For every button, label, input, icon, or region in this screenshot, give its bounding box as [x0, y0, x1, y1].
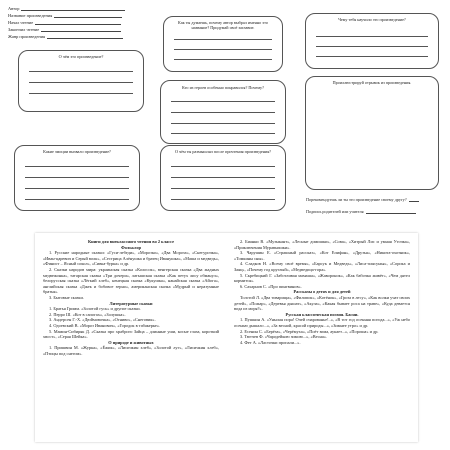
- answer-line[interactable]: [54, 17, 122, 18]
- answer-line[interactable]: [29, 93, 133, 94]
- question-heroes: Кто из героев особенно понравился? Почему?: [182, 85, 264, 90]
- question-illustration: Проиллюстрируй отрывок из произведения.: [332, 80, 412, 85]
- answer-line[interactable]: [316, 46, 428, 47]
- section-heading: Литературные сказки: [109, 300, 153, 306]
- box-about: [18, 50, 144, 112]
- list-entry: Толстой Л. «Два товарища», «Филипок», «Котёнок», «Гроза в лесу», «Как волки учат своих детей», «Пожар», «Деревья дышат», «Акула», «Какая бывает роса на траве», «Куда девается вода из моря?».: [234, 294, 410, 312]
- answer-line[interactable]: [25, 199, 129, 200]
- booklist-panel: [35, 233, 418, 442]
- field-label: Название произведения: [8, 13, 53, 18]
- field-label: Автор: [8, 6, 20, 11]
- section-heading: Русская классическая поэзия. Басни.: [285, 311, 359, 317]
- field-author: [8, 6, 125, 11]
- box-feelings: [14, 145, 140, 211]
- list-entry: 3. Чарушин Е. «Страшный рассказ», «Кот Епифан», «Друзья», «Никита-охотник», «Томкины сны».: [234, 250, 410, 261]
- question-title-why: Как ты думаешь, почему автор выбрал именно это название? Придумай своё заглавие.: [178, 20, 268, 30]
- answer-line[interactable]: [316, 36, 428, 37]
- answer-line[interactable]: [316, 56, 428, 57]
- answer-line[interactable]: [174, 49, 272, 50]
- list-entry: 3. Андерсен Г.-Х. «Дюймовочка», «Огниво», «Снеговик».: [49, 317, 156, 323]
- answer-line[interactable]: [25, 166, 129, 167]
- answer-line[interactable]: [41, 31, 121, 32]
- answer-line[interactable]: [174, 39, 272, 40]
- box-title-why: [163, 16, 283, 72]
- signature-line[interactable]: [366, 213, 416, 214]
- answer-line[interactable]: [29, 82, 133, 83]
- parent-signature: Подпись родителей или учителя: [306, 209, 416, 214]
- question-feelings: Какие эмоции вызвало произведение?: [43, 149, 111, 154]
- answer-line[interactable]: [171, 101, 275, 102]
- list-entry: 4. Фет А. «Ласточки пропали...».: [240, 339, 301, 345]
- box-heroes: [160, 80, 286, 144]
- list-entry: 2. Бианки В. «Музыкант», «Лесные домишки», «Сова», «Хитрый Лис и умная Уточка», «Приключения Муравьишки».: [234, 239, 410, 250]
- answer-line[interactable]: [25, 188, 129, 189]
- list-entry: 2. Есенин С. «Берёза», «Черёмуха», «Поёт зима, аукает...», «Пороша» и др.: [240, 328, 379, 334]
- booklist-left-column: [43, 239, 219, 356]
- list-entry: 1. Пушкин А. «Унылая пора! Очей очарованье!..», «В тот год осенняя погода...», «Уж небо осенью дышало...», «За весной, красой природы...», «Зимнее утро» и др.: [234, 317, 410, 328]
- booklist-title: Книги для внеклассного чтения во 2 классе: [87, 239, 175, 244]
- box-thoughts: [160, 145, 286, 211]
- answer-line[interactable]: [409, 201, 419, 202]
- list-entry: 5. Скребицкий Г. «Заботливая мамаша», «Жаворонок», «Как бабочка живёт», «Чем дятел кормится».: [234, 272, 410, 284]
- question-thoughts: О чём ты размышлял после прочтения произведения?: [174, 149, 271, 154]
- field-title: [8, 13, 122, 18]
- answer-line[interactable]: [47, 38, 123, 39]
- section-heading: Рассказы о детях и для детей: [293, 289, 351, 295]
- list-entry: 2. Сказки народов мира: украинская сказка «Колосок», венгерская сказка «Два жадных медвежонка», татарская сказка «Три дочери», латышская сказка «Как петух лису обманул», белорусская сказка «Лёгкий хлеб», ненецкая сказка «Кукушка», нанайская сказка «Айога», английская сказка «Джек и бобовое зерно», американская сказка «Мудрый и неразумные братья».: [43, 266, 219, 295]
- answer-line[interactable]: [29, 71, 133, 72]
- answer-line[interactable]: [25, 177, 129, 178]
- question-about: О чём это произведение?: [58, 54, 104, 59]
- answer-line[interactable]: [35, 24, 121, 25]
- box-illustration[interactable]: [305, 76, 439, 190]
- field-label: Жанр произведения: [8, 34, 46, 39]
- list-entry: 3. Тютчев Ф. «Чародейкою зимою...», «Весна».: [240, 334, 328, 340]
- list-entry: 4. Сладков Н. «Всему своё время», «Барсук и Медведь», «Лиса-плясунья», «Сорока и Заяц», «Почему год круглый», «Медведица-гора».: [234, 261, 410, 272]
- field-start: [8, 20, 121, 25]
- answer-line[interactable]: [174, 59, 272, 60]
- section-heading: О природе и животных: [108, 339, 154, 345]
- list-entry: 2. Перро Ш. «Кот в сапогах», «Золушка».: [49, 311, 126, 317]
- answer-line[interactable]: [171, 188, 275, 189]
- question-learned: Чему тебя научило это произведение?: [338, 17, 406, 22]
- field-finish: [8, 27, 121, 32]
- booklist-right-column: [234, 239, 410, 345]
- answer-line[interactable]: [171, 177, 275, 178]
- question-recommend: Порекомендуешь ли ты это произведение своему другу?: [306, 197, 419, 202]
- list-entry: 5. Мамин-Сибиряк Д. «Сказка про храброго Зайца – длинные уши, косые глаза, короткий хвост», «Серая Шейка».: [43, 328, 219, 340]
- field-label: Закончил чтение: [8, 27, 40, 32]
- list-entry: 1. Русские народные сказки: «Гуси-лебеди», «Морозко», «Два Мороза», «Снегурочка», «Иван-царевич и Серый волк», «Сестрица Алёнушка и братец Иванушка», «Маша и медведь», «Финист – Ясный сокол», «Сивка-бурка» и др.: [43, 250, 219, 267]
- list-entry: 3. Бытовые сказки.: [49, 294, 84, 300]
- box-learned: [305, 13, 439, 69]
- field-label: Начал чтение: [8, 20, 34, 25]
- list-entry: 6. Сахарнов С. «Про пингвинов».: [240, 283, 302, 289]
- answer-line[interactable]: [21, 10, 125, 11]
- list-entry: 4. Одоевский В. «Мороз Иванович», «Городок в табакерке».: [49, 322, 161, 328]
- list-entry: 1. Пришвин М. «Журка», «Ёжик», «Лисичкин хлеб», «Золотой луг», «Лисичкин хлеб», «Птицы под снегом».: [43, 345, 219, 356]
- list-entry: 1. Братья Гримм. «Золотой гусь» и другие сказки.: [49, 306, 141, 312]
- field-genre: [8, 34, 123, 39]
- section-heading: Фольклор: [120, 244, 142, 250]
- answer-line[interactable]: [171, 123, 275, 124]
- answer-line[interactable]: [171, 166, 275, 167]
- answer-line[interactable]: [171, 199, 275, 200]
- answer-line[interactable]: [171, 133, 275, 134]
- answer-line[interactable]: [171, 112, 275, 113]
